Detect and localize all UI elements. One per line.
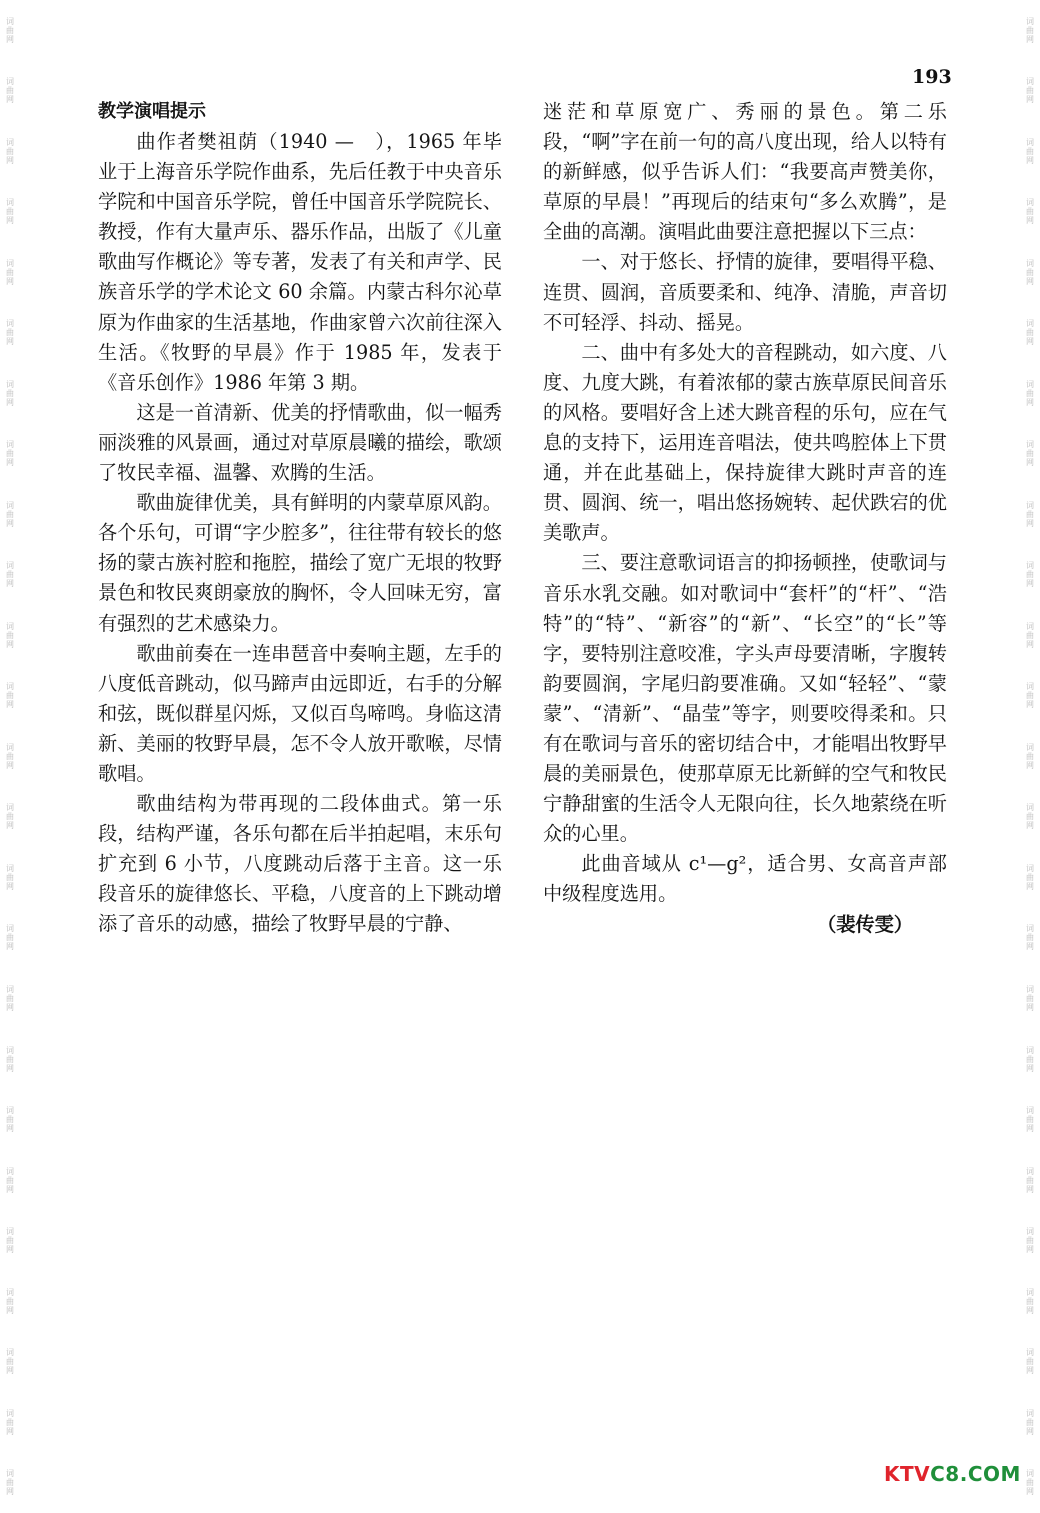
watermark-text: 词曲网: [5, 16, 15, 44]
watermark-text: 词曲网: [1025, 863, 1035, 891]
watermark-text: 词曲网: [5, 1408, 15, 1436]
paragraph-point-two: 二、曲中有多处大的音程跳动，如六度、八度、九度大跳，有着浓郁的蒙古族草原民间音乐的风格。要唱好含上述大跳音程的乐句，应在气息的支持下，运用连音唱法，使共鸣腔体上下贯通，并在此基础上，保持旋律大跳时声音的连贯、圆润、统一，唱出悠扬婉转、起伏跌宕的优美歌声。: [543, 340, 947, 545]
watermark-text: 词曲网: [5, 985, 15, 1012]
author-signature: （裴传雯）: [817, 912, 913, 936]
watermark-text: 词曲网: [5, 500, 15, 528]
watermark-text: 词曲网: [1025, 1227, 1035, 1255]
watermark-text: 词曲网: [5, 440, 15, 468]
watermark-text: 词曲网: [1025, 1166, 1035, 1194]
watermark-text: 词曲网: [1025, 1287, 1035, 1315]
watermark-text: 词曲网: [1025, 1348, 1035, 1376]
watermark-text: 词曲网: [1025, 803, 1035, 831]
watermark-text: 词曲网: [5, 803, 15, 831]
paragraph-vocal-range: 此曲音域从 c¹—g²，适合男、女高音声部中级程度选用。: [543, 852, 947, 906]
watermark-text: 词曲网: [1025, 924, 1035, 952]
watermark-text: 词曲网: [1025, 1045, 1035, 1073]
watermark-text: 词曲网: [5, 1045, 15, 1073]
page-number: 193: [912, 66, 952, 88]
paragraph-overview: 这是一首清新、优美的抒情歌曲，似一幅秀丽淡雅的风景画，通过对草原晨曦的描绘，歌颂了牧民幸福、温馨、欢腾的生活。: [98, 400, 502, 485]
watermark-text: 词曲网: [5, 561, 15, 589]
paragraph-structure-continued: 迷茫和草原宽广、秀丽的景色。第二乐段，“啊”字在前一句的高八度出现，给人以特有的新鲜感，似乎告诉人们：“我要高声赞美你，草原的早晨！”再现后的结束句“多么欢腾”，是全曲的高潮。演唱此曲要注意把握以下三点：: [543, 100, 947, 244]
watermark-text: 词曲网: [5, 863, 15, 891]
left-edge-watermark: [2, 0, 18, 1513]
watermark-text: 词曲网: [5, 198, 15, 226]
watermark-text: 词曲网: [5, 1348, 15, 1376]
watermark-text: 词曲网: [1025, 258, 1035, 286]
watermark-text: 词曲网: [5, 319, 15, 347]
watermark-text: 词曲网: [1025, 1408, 1035, 1436]
watermark-text: 词曲网: [1025, 77, 1035, 105]
logo-part-red: KTV: [884, 1462, 931, 1486]
watermark-text: 词曲网: [1025, 16, 1035, 44]
paragraph-point-one: 一、对于悠长、抒情的旋律，要唱得平稳、连贯、圆润，音质要柔和、纯净、清脆，声音切不可轻浮、抖动、摇晃。: [543, 250, 947, 334]
watermark-text: 词曲网: [5, 924, 15, 952]
watermark-text: 词曲网: [5, 1166, 15, 1194]
watermark-text: 词曲网: [1025, 985, 1035, 1012]
left-column: [98, 97, 502, 940]
watermark-text: 词曲网: [1025, 198, 1035, 226]
watermark-text: 词曲网: [1025, 500, 1035, 528]
watermark-text: 词曲网: [5, 258, 15, 286]
watermark-text: 词曲网: [1025, 682, 1035, 710]
right-edge-watermark: [1022, 0, 1038, 1513]
watermark-text: 词曲网: [1025, 561, 1035, 589]
watermark-text: 词曲网: [1025, 1106, 1035, 1134]
paragraph-melody: 歌曲旋律优美，具有鲜明的内蒙草原风韵。各个乐句，可谓“字少腔多”，往往带有较长的悠扬的蒙古族衬腔和拖腔，描绘了宽广无垠的牧野景色和牧民爽朗豪放的胸怀，令人回味无穷，富有强烈的艺术感染力。: [98, 491, 502, 635]
logo-part-green: C8.COM: [930, 1462, 1021, 1486]
watermark-text: 词曲网: [5, 1469, 15, 1497]
paragraph-prelude: 歌曲前奏在一连串琶音中奏响主题，左手的八度低音跳动，似马蹄声由远即近，右手的分解和弦，既似群星闪烁，又似百鸟啼鸣。身临这清新、美丽的牧野早晨，怎不令人放开歌喉，尽情歌唱。: [98, 641, 502, 785]
watermark-text: 词曲网: [5, 1287, 15, 1315]
watermark-text: 词曲网: [5, 682, 15, 710]
watermark-text: 词曲网: [1025, 621, 1035, 649]
watermark-text: 词曲网: [5, 137, 15, 165]
watermark-text: 词曲网: [5, 742, 15, 770]
site-logo: [884, 1462, 1021, 1486]
section-title: 教学演唱提示: [98, 101, 206, 122]
watermark-text: 词曲网: [1025, 319, 1035, 347]
watermark-text: 词曲网: [5, 1227, 15, 1255]
watermark-text: 词曲网: [5, 77, 15, 105]
watermark-text: 词曲网: [5, 379, 15, 407]
watermark-text: 词曲网: [5, 1106, 15, 1134]
watermark-text: 词曲网: [1025, 1469, 1035, 1497]
watermark-text: 词曲网: [1025, 379, 1035, 407]
right-column: [543, 97, 947, 940]
watermark-text: 词曲网: [1025, 742, 1035, 770]
watermark-text: 词曲网: [1025, 440, 1035, 468]
watermark-text: 词曲网: [1025, 137, 1035, 165]
watermark-text: 词曲网: [5, 621, 15, 649]
paragraph-structure: 歌曲结构为带再现的二段体曲式。第一乐段，结构严谨，各乐句都在后半拍起唱，末乐句扩充到 6 小节，八度跳动后落于主音。这一乐段音乐的旋律悠长、平稳，八度音的上下跳动增添了音乐的动感，描绘了牧野早晨的宁静、: [98, 792, 502, 936]
paragraph-point-three: 三、要注意歌词语言的抑扬顿挫，使歌词与音乐水乳交融。如对歌词中“套杆”的“杆”、“浩特”的“特”、“新容”的“新”、“长空”的“长”等字，要特别注意咬准，字头声母要清晰，字腹转韵要圆润，字尾归韵要准确。又如“轻轻”、“蒙蒙”、“清新”、“晶莹”等字，则要咬得柔和。只有在歌词与音乐的密切结合中，才能唱出牧野早晨的美丽景色，使那草原无比新鲜的空气和牧民宁静甜蜜的生活令人无限向往，长久地萦绕在听众的心里。: [543, 551, 947, 846]
paragraph-composer-bio: 曲作者樊祖荫（1940 — ），1965 年毕业于上海音乐学院作曲系，先后任教于中央音乐学院和中国音乐学院，曾任中国音乐学院院长、教授，作有大量声乐、器乐作品，出版了《儿童歌曲写作概论》等专著，发表了有关和声学、民族音乐学的学术论文 60 余篇。内蒙古科尔沁草原为作曲家的生活基地，作曲家曾六次前往深入生活。《牧野的早晨》作于 1985 年，发表于《音乐创作》1986 年第 3 期。: [98, 130, 502, 394]
